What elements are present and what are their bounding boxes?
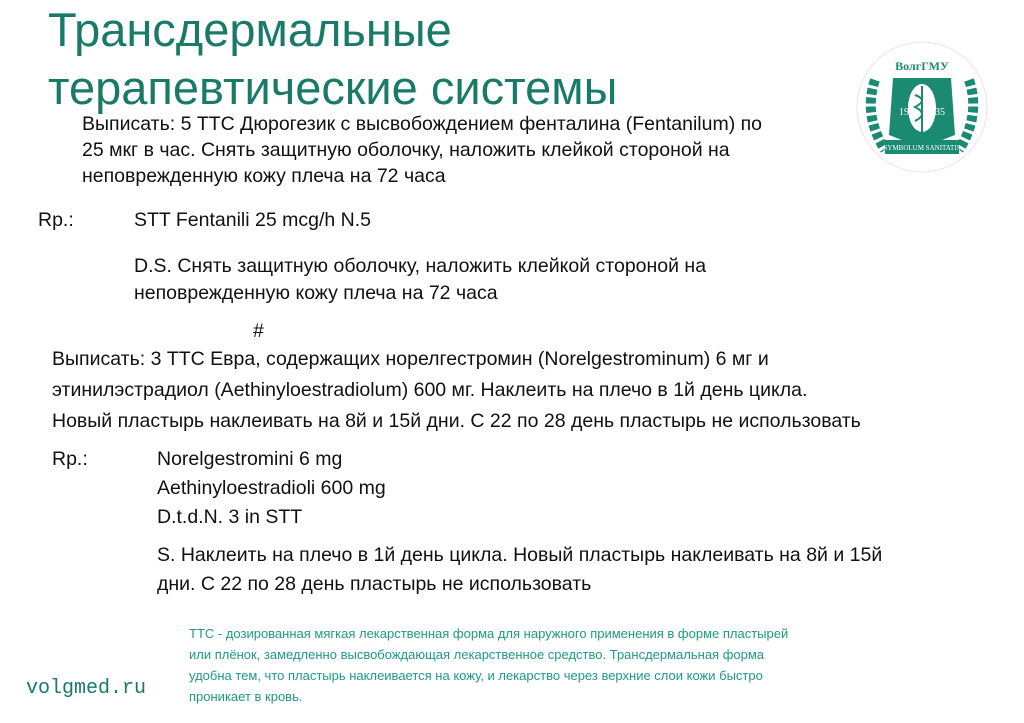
footnote-line: или плёнок, замедленно высвобождающая лекарственное средство. Трансдермальная форма	[189, 647, 765, 662]
rp2-line1: Norelgestromini 6 mg	[157, 448, 343, 470]
footnote	[189, 623, 929, 707]
logo-year-left: 19	[899, 107, 909, 118]
slide-title-line1: Трансдермальные	[48, 3, 452, 56]
rp1-line: STT Fentanili 25 mcg/h N.5	[134, 209, 371, 231]
task2-line3: Новый пластырь наклеивать на 8й и 15й дни. С 22 по 28 день пластырь не использовать	[52, 410, 861, 432]
logo-year-right: 35	[935, 107, 945, 118]
logo-motto: SYMBOLUM SANITATIS	[883, 144, 961, 152]
separator: #	[253, 320, 264, 342]
rp1-label: Rp.:	[38, 209, 74, 231]
task1-line2: 25 мкг в час. Снять защитную оболочку, наложить клейкой стороной на	[82, 139, 730, 161]
task1-line3: неповрежденную кожу плеча на 72 часа	[82, 165, 446, 187]
logo-top-text: ВолгГМУ	[895, 59, 949, 73]
rp2-s-line2: дни. С 22 по 28 день пластырь не использовать	[157, 573, 592, 595]
rp1-ds-line2: неповрежденную кожу плеча на 72 часа	[134, 282, 498, 304]
footnote-line: удобна тем, что пластырь наклеивается на кожу, и лекарство через верхние слои кожи быстро	[189, 668, 763, 683]
site-url: volgmed.ru	[26, 677, 147, 700]
task2-line1: Выписать: 3 ТТС Евра, содержащих норелгестромин (Norelgestrominum) 6 мг и	[52, 348, 769, 370]
volggmu-logo	[855, 40, 989, 174]
footnote-line: проникает в кровь.	[189, 689, 303, 704]
rp2-label: Rp.:	[52, 448, 88, 470]
footnote-line: ТТС - дозированная мягкая лекарственная форма для наружного применения в форме пластырей	[189, 626, 789, 641]
rp2-line3: D.t.d.N. 3 in STT	[157, 506, 303, 528]
rp2-line2: Aethinyloestradioli 600 mg	[157, 477, 386, 499]
task2-line2: этинилэстрадиол (Aethinyloestradiolum) 600 мг. Наклеить на плечо в 1й день цикла.	[52, 379, 808, 401]
rp1-ds-line1: D.S. Снять защитную оболочку, наложить клейкой стороной на	[134, 255, 707, 277]
task1-line1: Выписать: 5 ТТС Дюрогезик с высвобождением фенталина (Fentanilum) по	[82, 113, 763, 135]
rp2-s-line1: S. Наклеить на плечо в 1й день цикла. Новый пластырь наклеивать на 8й и 15й	[157, 544, 883, 566]
slide-title-line2: терапевтические системы	[48, 61, 618, 114]
